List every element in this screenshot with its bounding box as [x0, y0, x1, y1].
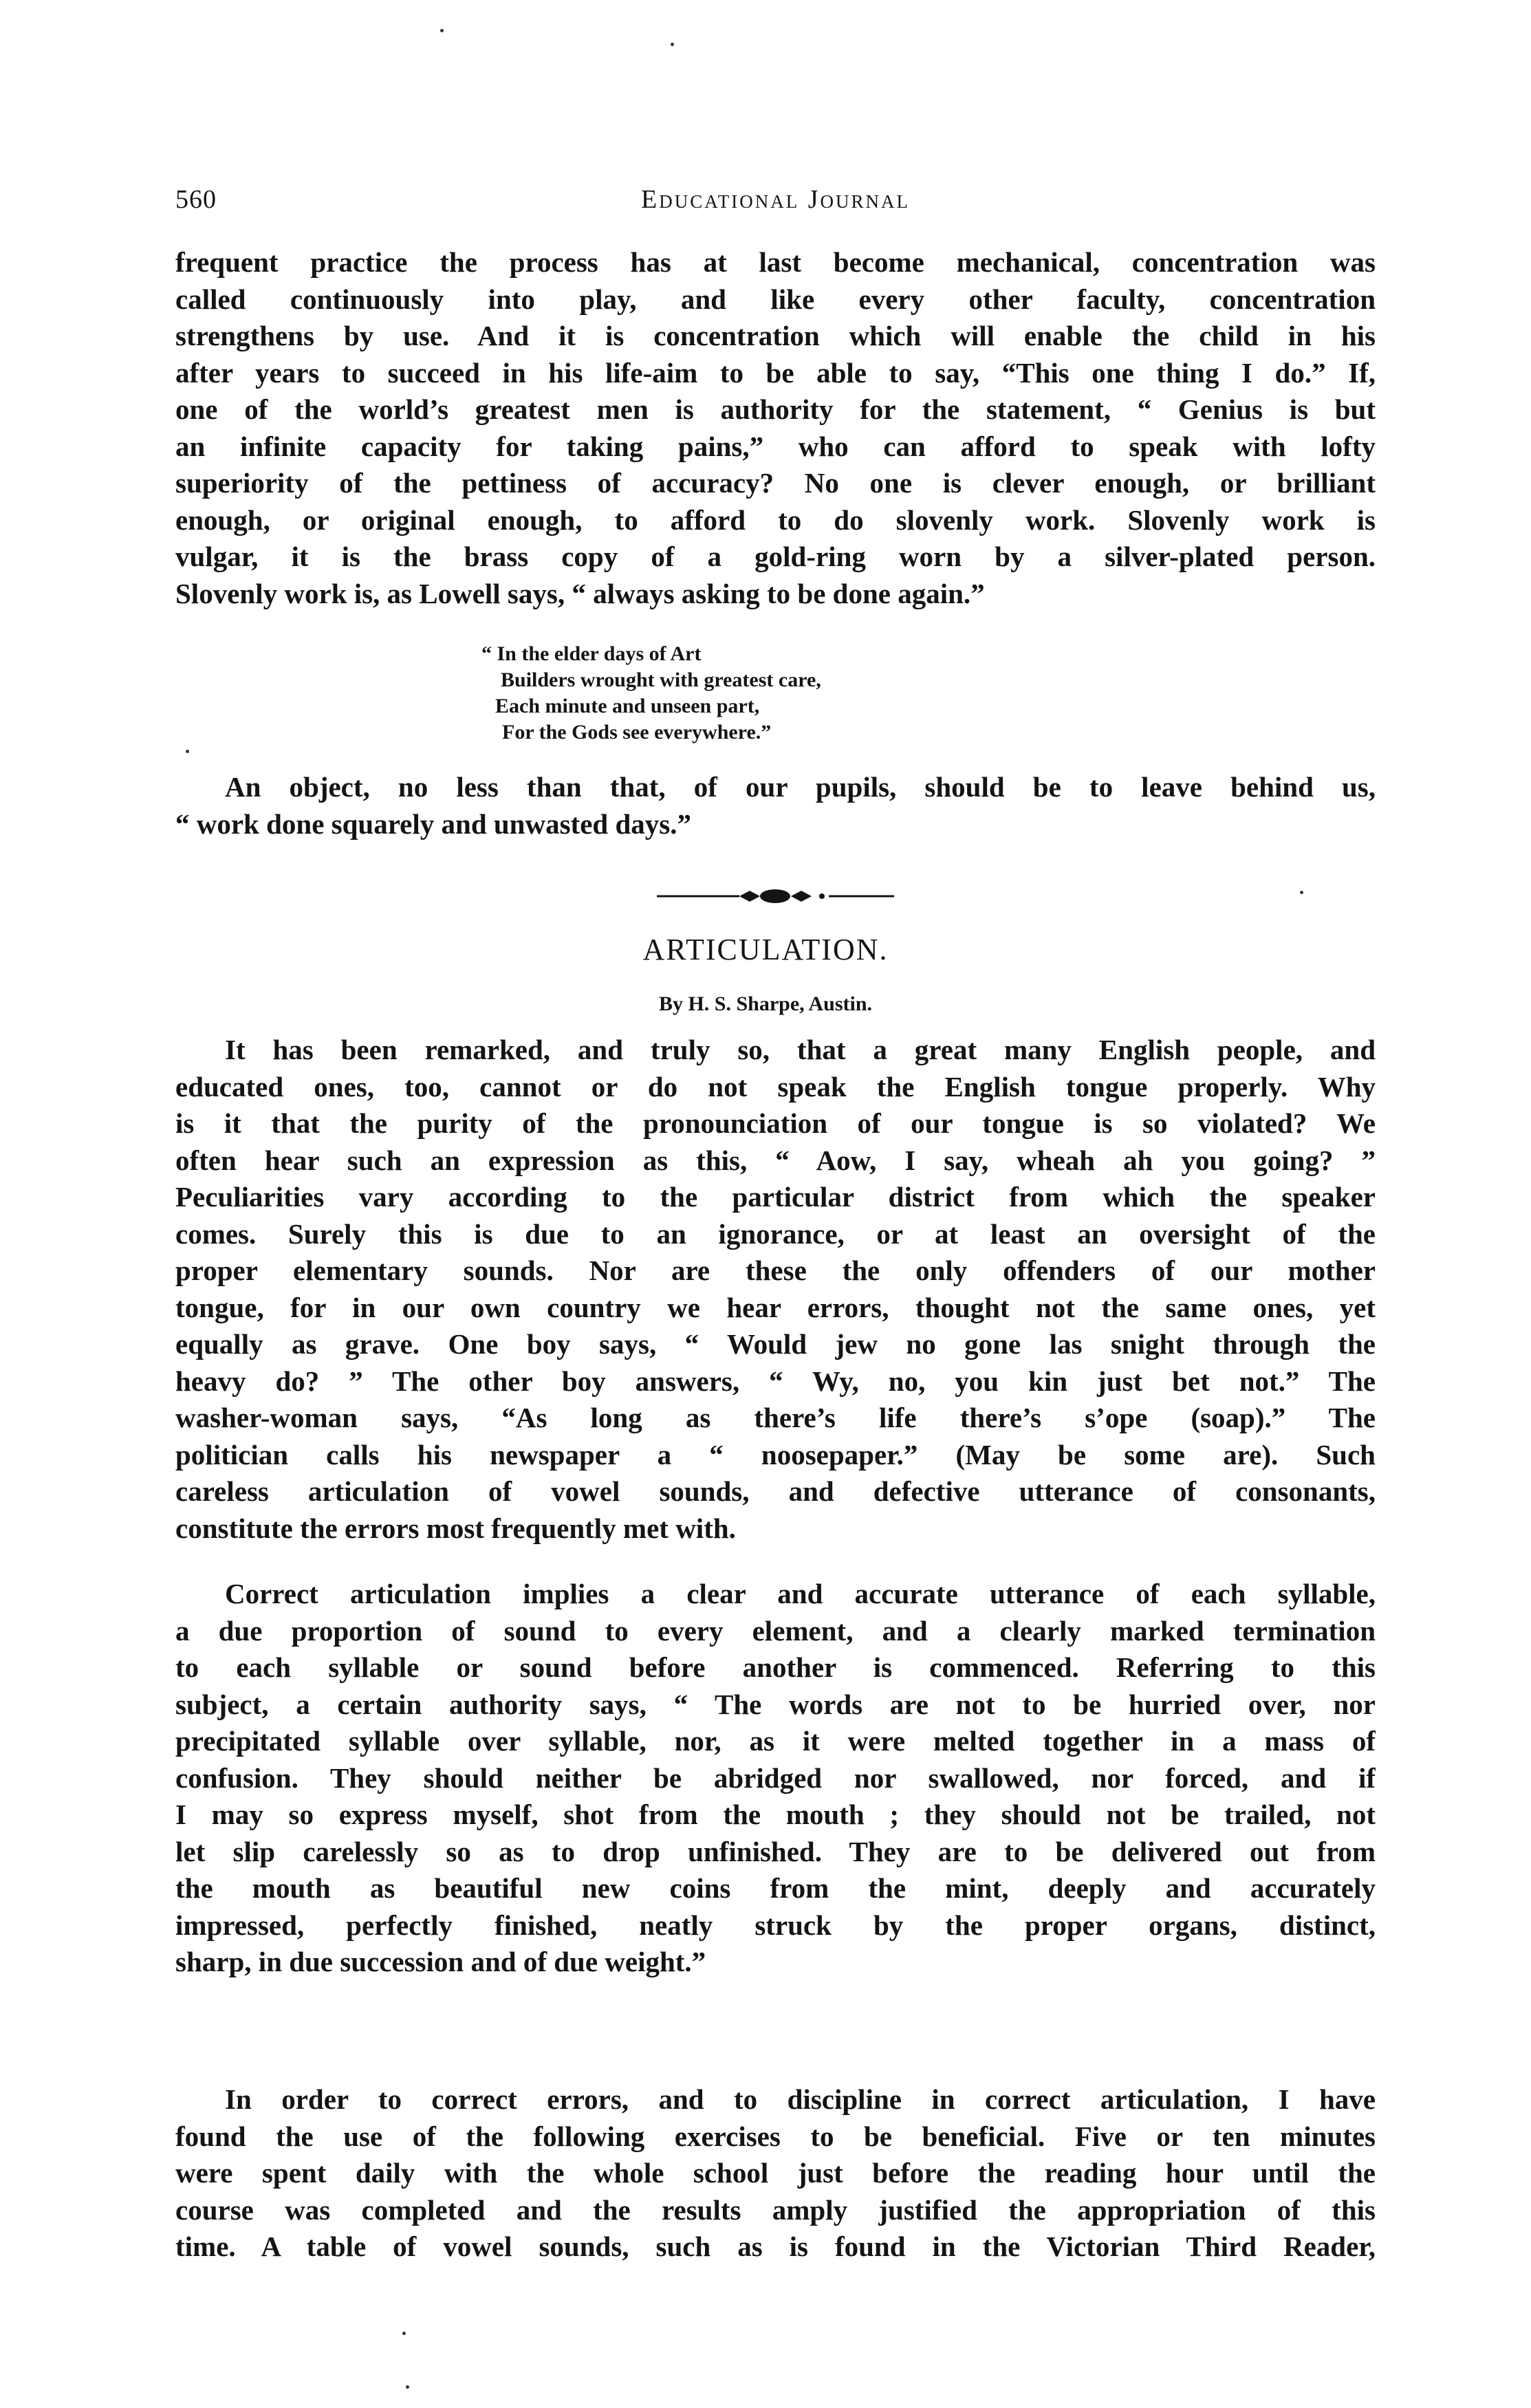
- text-line: time. A table of vowel sounds, such as is found in the Victorian Third Reader,: [175, 2231, 1376, 2262]
- text-line: precipitated syllable over syllable, nor, as it were melted together in a mass of: [175, 1725, 1376, 1757]
- poem-line: Builders wrought with greatest care,: [501, 669, 821, 691]
- text-line: were spent daily with the whole school just before the reading hour until the: [175, 2157, 1376, 2189]
- text-line: an infinite capacity for taking pains,” who can afford to speak with lofty: [175, 430, 1376, 462]
- paragraph-object: [175, 769, 1376, 843]
- text-line: I may so express myself, shot from the mouth ; they should not be trailed, not: [175, 1799, 1376, 1830]
- text-line: comes. Surely this is due to an ignorance, or at least an oversight of the: [175, 1217, 1376, 1250]
- text-line: heavy do? ” The other boy answers, “ Wy, no, you kin just bet not.” The: [175, 1365, 1376, 1397]
- text-line: often hear such an expression as this, “ Aow, I say, wheah ah you going? ”: [175, 1144, 1376, 1176]
- text-line: subject, a certain authority says, “ The words are not to be hurried over, nor: [175, 1688, 1376, 1720]
- text-line: let slip carelessly so as to drop unfinished. They are to be delivered out from: [175, 1835, 1376, 1867]
- text-line: enough, or original enough, to afford to do slovenly work. Slovenly work is: [175, 503, 1376, 536]
- scan-speck: [1300, 891, 1303, 894]
- scan-speck: [671, 43, 674, 46]
- scan-speck: [406, 2385, 409, 2389]
- text-line: frequent practice the process has at last become mechanical, concentration was: [175, 246, 1376, 278]
- text-line: superiority of the pettiness of accuracy? No one is clever enough, or brilliant: [175, 467, 1376, 499]
- text-line: impressed, perfectly finished, neatly struck by the proper organs, distinct,: [175, 1909, 1376, 1941]
- paragraph-remarked: [175, 1032, 1376, 1547]
- poem-line: “ In the elder days of Art: [481, 642, 702, 665]
- paragraph-exercises: [175, 2081, 1376, 2266]
- text-line: a due proportion of sound to every element, and a clearly marked termination: [175, 1614, 1376, 1647]
- text-line: politician calls his newspaper a “ noosepaper.” (May be some are). Such: [175, 1438, 1376, 1471]
- page-number: 560: [175, 185, 217, 214]
- text-line: constitute the errors most frequently met with.: [175, 1512, 736, 1544]
- text-line: sharp, in due succession and of due weight.”: [175, 1946, 706, 1977]
- text-line: strengthens by use. And it is concentration which will enable the child in his: [175, 320, 1376, 351]
- section-divider-ornament: [657, 886, 894, 907]
- text-line: confusion. They should neither be abridged nor swallowed, nor forced, and if: [175, 1761, 1376, 1794]
- text-line: vulgar, it is the brass copy of a gold-ring worn by a silver-plated person.: [175, 541, 1376, 572]
- scan-speck: [440, 29, 444, 32]
- poem-quotation: [481, 641, 821, 746]
- text-line: proper elementary sounds. Nor are these the only offenders of our mother: [175, 1255, 1376, 1286]
- text-line: Slovenly work is, as Lowell says, “ always asking to be done again.”: [175, 577, 985, 609]
- text-line: An object, no less than that, of our pupils, should be to leave behind us,: [225, 771, 1376, 803]
- text-line: found the use of the following exercises to be beneficial. Five or ten minutes: [175, 2120, 1376, 2152]
- scan-speck: [186, 750, 189, 753]
- page-header: [175, 184, 1376, 226]
- text-line: Peculiarities vary according to the particular district from which the speaker: [175, 1181, 1376, 1213]
- text-line: Correct articulation implies a clear and accurate utterance of each syllable,: [225, 1578, 1376, 1609]
- text-line: is it that the purity of the pronounciation of our tongue is so violated? We: [175, 1107, 1376, 1139]
- text-line: “ work done squarely and unwasted days.”: [175, 807, 691, 840]
- text-line: It has been remarked, and truly so, that a great many English people, and: [225, 1034, 1376, 1065]
- text-line: careless articulation of vowel sounds, and defective utterance of consonants,: [175, 1475, 1376, 1507]
- text-line: after years to succeed in his life-aim to be able to say, “This one thing I do.” If,: [175, 356, 1376, 389]
- text-line: called continuously into play, and like every other faculty, concentration: [175, 283, 1376, 315]
- paragraph-correct-articulation: [175, 1576, 1376, 1981]
- text-line: the mouth as beautiful new coins from the mint, deeply and accurately: [175, 1872, 1376, 1904]
- text-line: course was completed and the results amply justified the appropriation of this: [175, 2193, 1376, 2226]
- author-byline: By H. S. Sharpe, Austin.: [658, 993, 873, 1015]
- text-line: educated ones, too, cannot or do not speak the English tongue properly. Why: [175, 1070, 1376, 1103]
- poem-line: For the Gods see everywhere.”: [502, 721, 772, 744]
- section-title: ARTICULATION.: [642, 933, 889, 966]
- paragraph-concentration: [175, 244, 1376, 612]
- text-line: one of the world’s greatest men is authority for the statement, “ Genius is but: [175, 393, 1376, 425]
- poem-line: Each minute and unseen part,: [495, 695, 760, 717]
- text-line: equally as grave. One boy says, “ Would jew no gone las snight through the: [175, 1328, 1376, 1360]
- text-line: washer-woman says, “As long as there’s life there’s s’ope (soap).” The: [175, 1402, 1376, 1433]
- text-line: tongue, for in our own country we hear errors, thought not the same ones, yet: [175, 1291, 1376, 1323]
- scan-speck: [402, 2332, 406, 2335]
- text-line: In order to correct errors, and to discipline in correct articulation, I have: [225, 2083, 1376, 2115]
- running-head: Educational Journal: [641, 185, 910, 214]
- text-line: to each syllable or sound before another is commenced. Referring to this: [175, 1651, 1376, 1683]
